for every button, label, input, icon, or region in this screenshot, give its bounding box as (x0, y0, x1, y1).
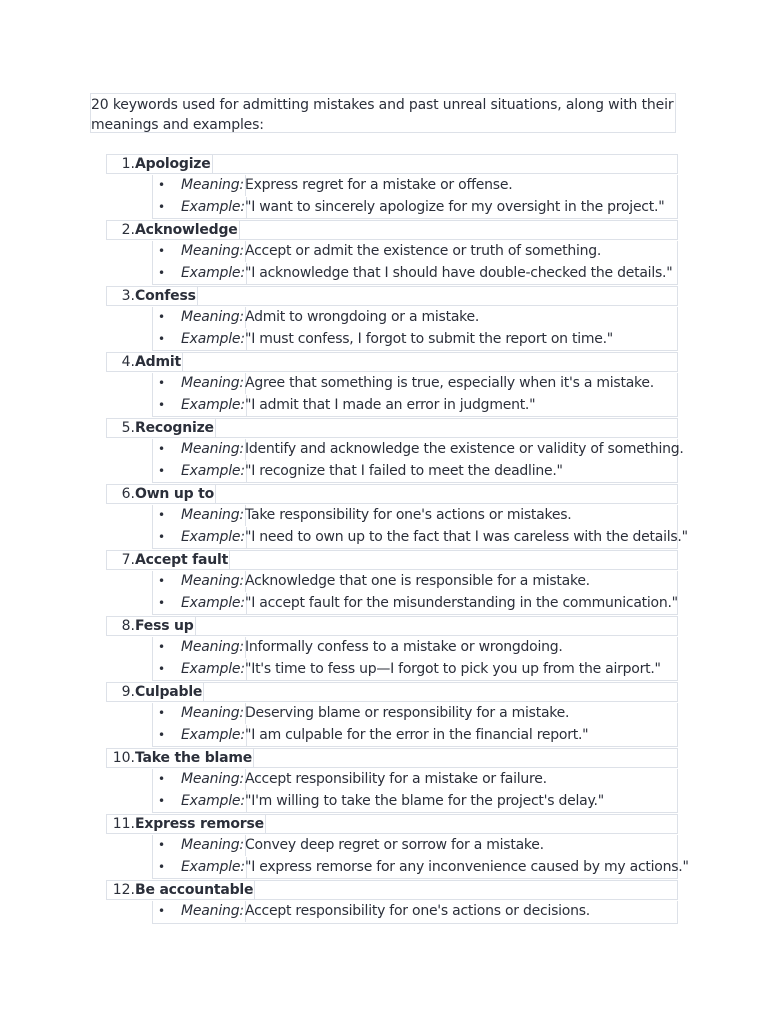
list-item (106, 616, 678, 681)
bullet-icon: • (158, 310, 166, 324)
bullet-icon: • (158, 727, 166, 742)
example-label: Example: (181, 329, 247, 350)
keyword-number: 4. (121, 354, 135, 370)
meaning-text: Convey deep regret or sorrow for a mistake. (245, 837, 544, 853)
list-item (106, 880, 678, 924)
meaning-label: Meaning: (181, 769, 246, 790)
meaning-text: Accept responsibility for a mistake or failure. (245, 771, 547, 787)
meaning-text: Informally confess to a mistake or wrongdoing. (245, 639, 563, 655)
bullet-icon: • (158, 442, 166, 456)
list-item (106, 484, 688, 549)
keyword-details (152, 703, 678, 747)
keyword-term: Express remorse (135, 816, 264, 832)
meaning-row (153, 703, 677, 725)
keyword-term: Accept fault (135, 552, 229, 568)
keyword-heading (106, 484, 678, 504)
example-row (153, 659, 677, 681)
keyword-details (152, 241, 678, 285)
example-label: Example: (181, 791, 247, 812)
example-text: "I must confess, I forgot to submit the report on time." (245, 330, 613, 347)
example-row (153, 725, 677, 747)
keyword-heading (106, 286, 678, 306)
keyword-term: Admit (135, 354, 181, 370)
meaning-label: Meaning: (181, 835, 246, 856)
keyword-number: 12. (112, 882, 135, 898)
example-text: "I need to own up to the fact that I was careless with the details." (245, 528, 688, 545)
example-text: "I am culpable for the error in the financial report." (245, 726, 589, 743)
example-row (153, 527, 688, 549)
keyword-number: 8. (121, 618, 135, 634)
meaning-row (153, 901, 677, 923)
bullet-icon: • (158, 265, 166, 280)
meaning-text: Identify and acknowledge the existence or validity of something. (245, 441, 684, 457)
meaning-label: Meaning: (181, 637, 246, 658)
meaning-row (153, 769, 677, 791)
bullet-icon: • (158, 376, 166, 390)
keyword-heading (106, 814, 678, 834)
meaning-text: Accept responsibility for one's actions or decisions. (245, 903, 590, 919)
meaning-text: Agree that something is true, especially when it's a mistake. (245, 375, 654, 391)
keyword-heading (106, 418, 678, 438)
example-text: "I recognize that I failed to meet the deadline." (245, 462, 563, 479)
example-label: Example: (181, 527, 247, 548)
list-item (106, 814, 689, 879)
meaning-label: Meaning: (181, 439, 246, 460)
example-row (153, 791, 677, 813)
keyword-details (152, 769, 678, 813)
keyword-details (152, 571, 678, 615)
bullet-icon: • (158, 838, 166, 852)
meaning-label: Meaning: (181, 241, 246, 262)
list-item (106, 748, 678, 813)
keyword-term: Fess up (135, 618, 194, 634)
keyword-details (152, 901, 678, 924)
keyword-number: 7. (121, 552, 135, 568)
example-label: Example: (181, 395, 247, 416)
bullet-icon: • (158, 397, 166, 412)
keyword-number: 5. (121, 420, 135, 436)
keyword-heading (106, 748, 678, 768)
meaning-label: Meaning: (181, 901, 246, 922)
bullet-icon: • (158, 331, 166, 346)
meaning-row (153, 373, 677, 395)
list-item (106, 154, 678, 219)
keyword-heading (106, 154, 678, 174)
keyword-details (152, 175, 678, 219)
meaning-row (153, 241, 677, 263)
meaning-row (153, 835, 677, 857)
example-row (153, 857, 689, 879)
intro-paragraph: 20 keywords used for admitting mistakes and past unreal situations, along with their meanings and examples: (90, 93, 676, 133)
keyword-number: 11. (112, 816, 135, 832)
list-item (106, 418, 684, 483)
keyword-details (152, 307, 678, 351)
keyword-term: Recognize (135, 420, 214, 436)
meaning-label: Meaning: (181, 571, 246, 592)
bullet-icon: • (158, 529, 166, 544)
keyword-term: Be accountable (135, 882, 254, 898)
list-item (106, 550, 678, 615)
keyword-term: Acknowledge (135, 222, 238, 238)
bullet-icon: • (158, 508, 166, 522)
meaning-label: Meaning: (181, 175, 246, 196)
keyword-term: Own up to (135, 486, 215, 502)
example-label: Example: (181, 593, 247, 614)
bullet-icon: • (158, 244, 166, 258)
keyword-heading (106, 616, 678, 636)
keyword-number: 1. (121, 156, 135, 172)
meaning-row (153, 505, 677, 527)
keyword-number: 9. (121, 684, 135, 700)
bullet-icon: • (158, 859, 166, 874)
meaning-label: Meaning: (181, 703, 246, 724)
meaning-row (153, 307, 677, 329)
bullet-icon: • (158, 199, 166, 214)
bullet-icon: • (158, 595, 166, 610)
meaning-text: Express regret for a mistake or offense. (245, 177, 513, 193)
example-row (153, 593, 677, 615)
meaning-text: Accept or admit the existence or truth of something. (245, 243, 602, 259)
bullet-icon: • (158, 178, 166, 192)
keyword-term: Take the blame (135, 750, 253, 766)
example-text: "It's time to fess up—I forgot to pick you up from the airport." (245, 660, 661, 677)
example-text: "I want to sincerely apologize for my oversight in the project." (245, 198, 665, 215)
meaning-text: Take responsibility for one's actions or mistakes. (245, 507, 572, 523)
keyword-details (152, 637, 678, 681)
example-text: "I accept fault for the misunderstanding in the communication." (245, 594, 678, 611)
keyword-number: 6. (121, 486, 135, 502)
example-label: Example: (181, 857, 247, 878)
keyword-number: 2. (121, 222, 135, 238)
keyword-heading (106, 352, 678, 372)
keyword-term: Apologize (135, 156, 211, 172)
example-row (153, 395, 677, 417)
example-text: "I'm willing to take the blame for the project's delay." (245, 792, 604, 809)
meaning-label: Meaning: (181, 373, 246, 394)
example-label: Example: (181, 197, 247, 218)
keyword-heading (106, 220, 678, 240)
meaning-text: Admit to wrongdoing or a mistake. (245, 309, 480, 325)
list-item (106, 220, 678, 285)
meaning-row (153, 175, 677, 197)
example-row (153, 461, 677, 483)
keyword-details (152, 439, 684, 483)
example-row (153, 329, 677, 351)
bullet-icon: • (158, 904, 166, 918)
example-text: "I acknowledge that I should have double-checked the details." (245, 264, 673, 281)
example-row (153, 263, 677, 285)
meaning-label: Meaning: (181, 505, 246, 526)
keyword-details (152, 505, 688, 549)
keyword-heading (106, 880, 678, 900)
example-label: Example: (181, 461, 247, 482)
keyword-term: Confess (135, 288, 196, 304)
meaning-row (153, 637, 677, 659)
example-text: "I admit that I made an error in judgment." (245, 396, 536, 413)
keyword-heading (106, 682, 678, 702)
list-item (106, 286, 678, 351)
example-label: Example: (181, 725, 247, 746)
example-label: Example: (181, 263, 247, 284)
example-label: Example: (181, 659, 247, 680)
keyword-details (152, 835, 689, 879)
meaning-row (153, 571, 677, 593)
example-row (153, 197, 677, 219)
bullet-icon: • (158, 574, 166, 588)
list-item (106, 682, 678, 747)
bullet-icon: • (158, 793, 166, 808)
keyword-number: 10. (112, 750, 135, 766)
bullet-icon: • (158, 772, 166, 786)
keyword-heading (106, 550, 678, 570)
meaning-label: Meaning: (181, 307, 246, 328)
example-text: "I express remorse for any inconvenience caused by my actions." (245, 858, 689, 875)
keyword-number: 3. (121, 288, 135, 304)
list-item (106, 352, 678, 417)
bullet-icon: • (158, 640, 166, 654)
bullet-icon: • (158, 463, 166, 478)
bullet-icon: • (158, 706, 166, 720)
meaning-text: Acknowledge that one is responsible for a mistake. (245, 573, 590, 589)
bullet-icon: • (158, 661, 166, 676)
keyword-details (152, 373, 678, 417)
meaning-row (153, 439, 684, 461)
keyword-list (106, 154, 689, 925)
keyword-term: Culpable (135, 684, 203, 700)
meaning-text: Deserving blame or responsibility for a mistake. (245, 705, 570, 721)
